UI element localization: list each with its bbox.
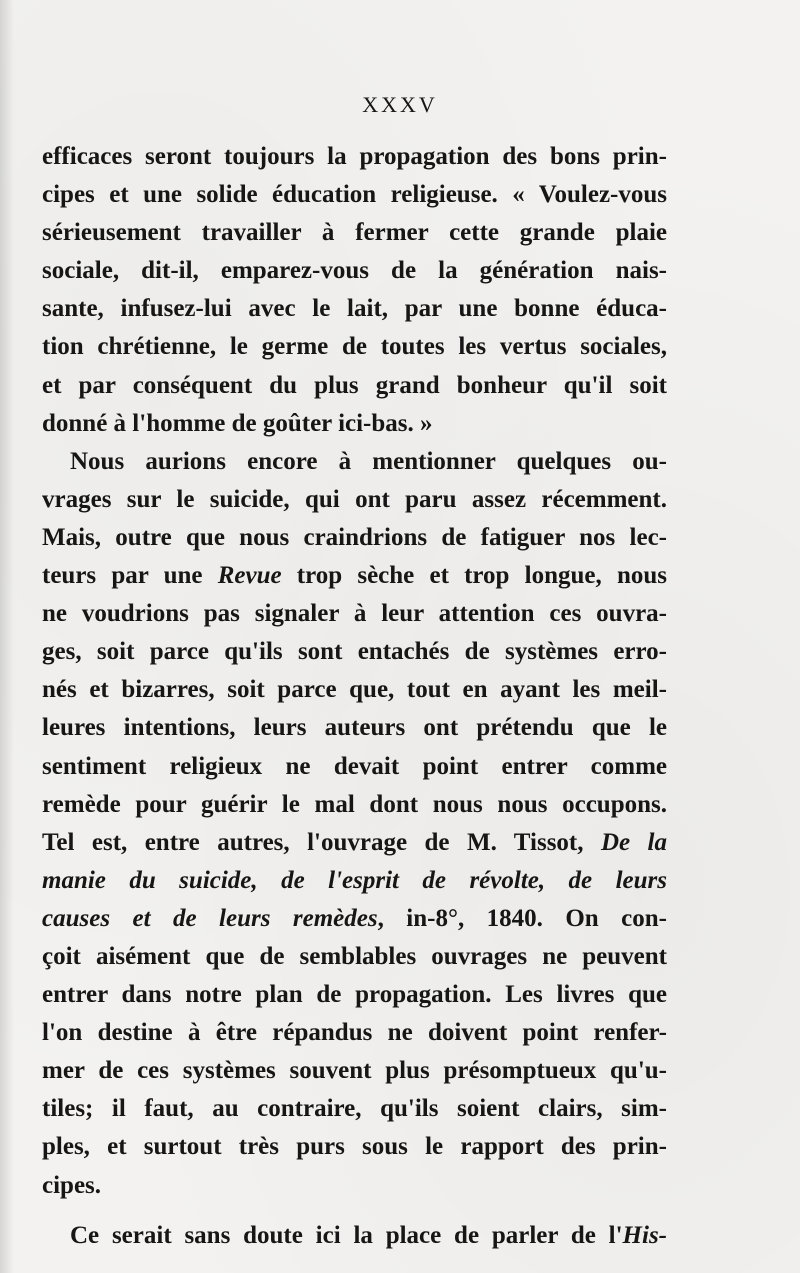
text-line: cipes. <box>42 1171 102 1199</box>
text-line: donné à l'homme de goûter ici-bas. » <box>42 409 433 437</box>
text-line-with-italic <box>42 900 667 938</box>
italic-title: His- <box>622 1221 667 1249</box>
text-span: Tel est, entre autres, l'ouvrage de M. Tissot, <box>42 828 601 856</box>
text-line: leures intentions, leurs auteurs ont prétendu que le <box>42 714 667 742</box>
text-line: entrer dans notre plan de propagation. Les livres que <box>42 981 667 1009</box>
text-line: efficaces seront toujours la propagation des bons prin- <box>42 143 667 170</box>
text-line-with-italic <box>42 824 667 862</box>
text-line: mer de ces systèmes souvent plus présomptueux qu'u- <box>42 1057 667 1085</box>
text-line: sérieusement travailler à fermer cette grande plaie <box>42 219 667 247</box>
text-line: Mais, outre que nous craindrions de fatiguer nos lec- <box>42 523 667 551</box>
text-line: et par conséquent du plus grand bonheur qu'il soit <box>42 371 667 399</box>
text-line: sentiment religieux ne devait point entrer comme <box>42 752 667 780</box>
text-line: sante, infusez-lui avec le lait, par une bonne éduca- <box>42 295 667 323</box>
italic-title: causes et de leurs remèdes <box>42 904 378 932</box>
text-line: vrages sur le suicide, qui ont paru assez récemment. <box>42 485 667 513</box>
text-line: ne voudrions pas signaler à leur attention ces ouvra- <box>42 600 667 628</box>
text-line: tiles; il faut, au contraire, qu'ils soient clairs, sim- <box>42 1095 667 1123</box>
text-line: ples, et surtout très purs sous le rapport des prin- <box>42 1133 667 1161</box>
italic-title: De la <box>600 828 667 856</box>
body-text <box>42 138 667 1255</box>
paragraph-start-line: Nous aurions encore à mentionner quelques ou- <box>70 447 667 475</box>
text-line: remède pour guérir le mal dont nous nous occupons. <box>42 790 667 818</box>
text-span: teurs par une <box>42 562 218 590</box>
italic-title: Revue <box>217 562 282 590</box>
text-line: ges, soit parce qu'ils sont entachés de systèmes erro- <box>42 638 667 666</box>
text-span: trop sèche et trop longue, nous <box>281 562 667 590</box>
page-number: XXXV <box>362 92 438 117</box>
text-line: nés et bizarres, soit parce que, tout en ayant les meil- <box>42 676 667 704</box>
text-span: , in-8°, 1840. On con- <box>377 904 667 932</box>
text-line-with-italic <box>42 1217 667 1255</box>
text-line: sociale, dit-il, emparez-vous de la génération nais- <box>42 257 667 285</box>
text-line-with-italic <box>42 557 667 595</box>
page-gutter-shadow <box>0 0 14 1273</box>
text-line: l'on destine à être répandus ne doivent point renfer- <box>42 1019 667 1047</box>
text-line: tion chrétienne, le germe de toutes les vertus sociales, <box>42 333 667 361</box>
text-line: cipes et une solide éducation religieuse. « Voulez-vous <box>42 181 667 209</box>
text-span: Ce serait sans doute ici la place de parler de l' <box>70 1221 623 1249</box>
text-line-with-italic <box>42 862 667 900</box>
italic-title: manie du suicide, de l'esprit de révolte, de leurs <box>42 866 667 894</box>
text-line: çoit aisément que de semblables ouvrages ne peuvent <box>42 942 667 970</box>
